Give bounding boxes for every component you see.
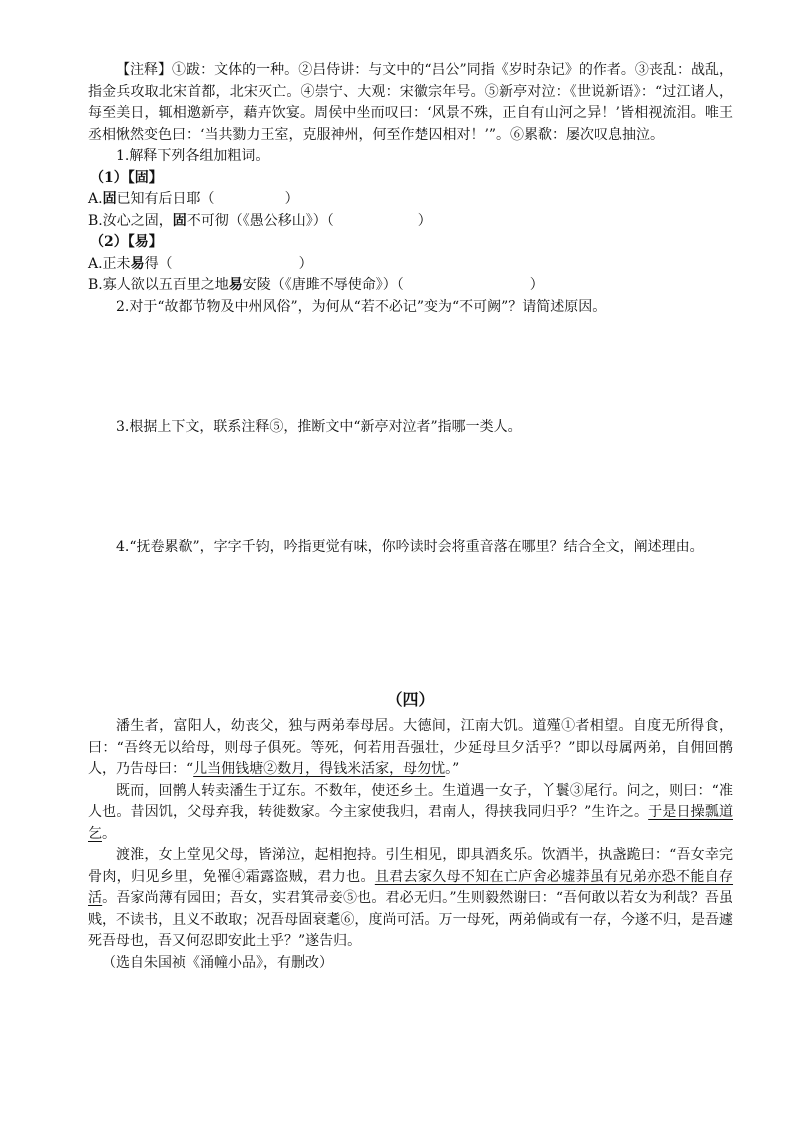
section-title: （四） <box>386 690 435 709</box>
option-prefix: B.寡人欲以五百里之地 <box>88 277 229 293</box>
question-1-stem: 1.解释下列各组加粗词。 <box>116 148 270 164</box>
option-prefix: A.正未 <box>88 255 131 272</box>
bold-word: 易 <box>228 277 243 293</box>
annotation-notes: 【注释】①跋：文体的一种。②吕侍讲：与文中的“吕公”同指《岁时杂记》的作者。③丧乱：战乱，指金兵攻取北宋首都，北宋灭亡。④崇宁、大观：宋徽宗年号。⑤新亭对泣：《世说新语》：“过江诸人，每至美日，辄相邀新亭，藉卉饮宴。周侯中坐而叹曰：‘风景不殊，正自有山河之异！’皆相视流泪。唯王丞相愀然变色曰：‘当共勠力王室，克服神州，何至作楚囚相对！’”。⑥累欷：屡次叹息抽泣。 <box>88 62 733 143</box>
q1-group1-label: （1）【固】 <box>90 169 163 186</box>
bold-word: 易 <box>130 255 145 272</box>
option-close: ） <box>284 191 299 207</box>
q1-group2-label: （2）【易】 <box>90 234 163 250</box>
bold-word: 固 <box>102 191 117 207</box>
option-text: 得（ <box>144 255 173 272</box>
answer-area-q2[interactable] <box>88 318 733 417</box>
q1-group1-option-b <box>88 211 733 233</box>
option-text: 不可彻（《愚公移山》）（ <box>186 212 334 229</box>
passage-text: 潘生者，富阳人，幼丧父，独与两弟奉母居。大德间，江南大饥。道殣①者相望。自度无所得食，曰：“吾终无以给母，则母子俱死。等死，何若用吾强壮，少延母旦夕活乎？”即以母属两弟，自佣回鹘人，乃告母曰：“ <box>88 718 733 777</box>
passage-text: 渡淮，女上堂见父母，皆涕泣，起相抱持。引生相见，即具酒炙乐。饮酒半，执盏跪曰：“吾女幸完骨肉，归见乡里，免罹④霜露盗贼，君力也。 <box>88 847 733 885</box>
page-content <box>88 60 733 974</box>
passage-paragraph-1 <box>88 716 733 781</box>
passage-text: 。吾家尚薄有园田；吾女，实君箕帚妾⑤也。君必无归。”生则毅然谢曰：“吾何敢以若女为利哉？吾虽贱，不读书，且义不敢取；况吾母固衰耄⑥，度尚可活。万一母死，两弟倘或有一存，今遂不归，是吾遽死吾母也，吾又何忍即安此土乎？”遂告归。 <box>88 890 734 949</box>
option-text: 已知有后日耶（ <box>116 191 215 207</box>
bold-word: 固 <box>172 212 187 229</box>
q1-group2-option-a <box>88 254 733 276</box>
passage-paragraph-2 <box>88 781 733 846</box>
option-close: ） <box>417 212 432 229</box>
q1-group1-option-a <box>88 189 733 211</box>
passage-text: 既而，回鹘人转卖潘生于辽东。不数年，使还乡土。生道遇一女子，丫鬟③尾行。问之，则曰：“准人也。昔因饥，父母弃我，转徙数家。今主家使我归，君南人，得挟我同归乎？”生许之。 <box>88 782 733 820</box>
answer-area-q4[interactable] <box>88 558 733 688</box>
option-close: ） <box>298 255 313 272</box>
question-3: 3.根据上下文，联系注释⑤，推断文中“新亭对泣者”指哪一类人。 <box>116 419 522 435</box>
underlined-sentence: 于是日操瓢道乞 <box>88 804 734 842</box>
underlined-sentence: 儿当佣钱塘②数月，得钱米活家，母勿忧 <box>193 761 446 777</box>
passage-text: 。 <box>102 825 116 842</box>
underlined-sentence: 且君去家久母不知在亡庐舍必墟莽虽有兄弟亦恐不能自存活 <box>88 868 734 906</box>
option-close: ） <box>529 277 544 293</box>
passage-source: （选自朱国祯《涌幢小品》，有删改） <box>102 954 333 971</box>
question-2: 2.对于“故都节物及中州风俗”，为何从“若不必记”变为“不可阙”？请简述原因。 <box>116 298 607 315</box>
option-prefix: B.汝心之固， <box>88 212 173 229</box>
question-4: 4.“抚卷累欷”，字字千钧，吟指更觉有味，你吟读时会将重音落在哪里？结合全文，阐述理由。 <box>116 538 704 555</box>
q1-group2-option-b <box>88 275 733 297</box>
option-text: 安陵（《唐雎不辱使命》）（ <box>242 277 404 293</box>
answer-area-q3[interactable] <box>88 439 733 537</box>
passage-text: 。” <box>445 761 460 777</box>
passage-paragraph-3 <box>88 845 733 953</box>
option-prefix: A. <box>88 191 103 207</box>
